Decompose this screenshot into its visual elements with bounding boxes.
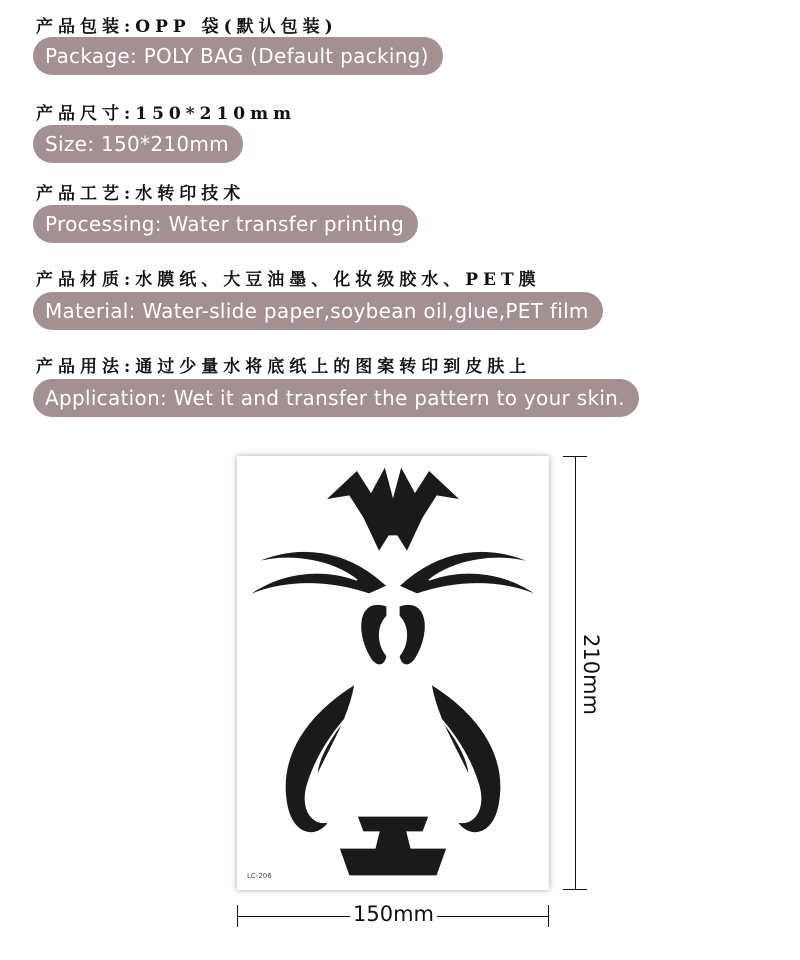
tattoo-ear-left — [361, 604, 387, 665]
tattoo-artwork — [237, 456, 549, 890]
size-en-pill: Size: 150*210mm — [33, 125, 243, 163]
package-en-pill: Package: POLY BAG (Default packing) — [33, 37, 443, 75]
processing-cn: 产品工艺:水转印技术 — [36, 184, 246, 204]
tattoo-emblem-bottom — [339, 816, 447, 876]
tattoo-wing-upper-right — [399, 551, 539, 596]
tattoo-wing-lower-right — [417, 684, 501, 833]
material-cn: 产品材质:水膜纸、大豆油墨、化妆级胶水、PET膜 — [36, 270, 541, 290]
processing-en-pill: Processing: Water transfer printing — [33, 205, 418, 243]
material-en-pill: Material: Water-slide paper,soybean oil,glue,PET film — [33, 292, 603, 330]
tattoo-wing-upper-left — [247, 551, 387, 596]
height-label: 210mm — [579, 631, 603, 717]
tattoo-sheet — [237, 456, 549, 890]
size-cn: 产品尺寸:150*210mm — [36, 104, 297, 124]
width-label: 150mm — [350, 902, 437, 926]
tattoo-crown — [325, 466, 461, 552]
tattoo-wing-lower-left — [285, 684, 369, 833]
application-cn: 产品用法:通过少量水将底纸上的图案转印到皮肤上 — [36, 357, 532, 377]
tattoo-ear-right — [399, 604, 425, 665]
application-en-pill: Application: Wet it and transfer the pattern to your skin. — [33, 379, 639, 417]
package-cn: 产品包装:OPP 袋(默认包装) — [36, 17, 338, 37]
product-code: LC-206 — [247, 872, 272, 880]
